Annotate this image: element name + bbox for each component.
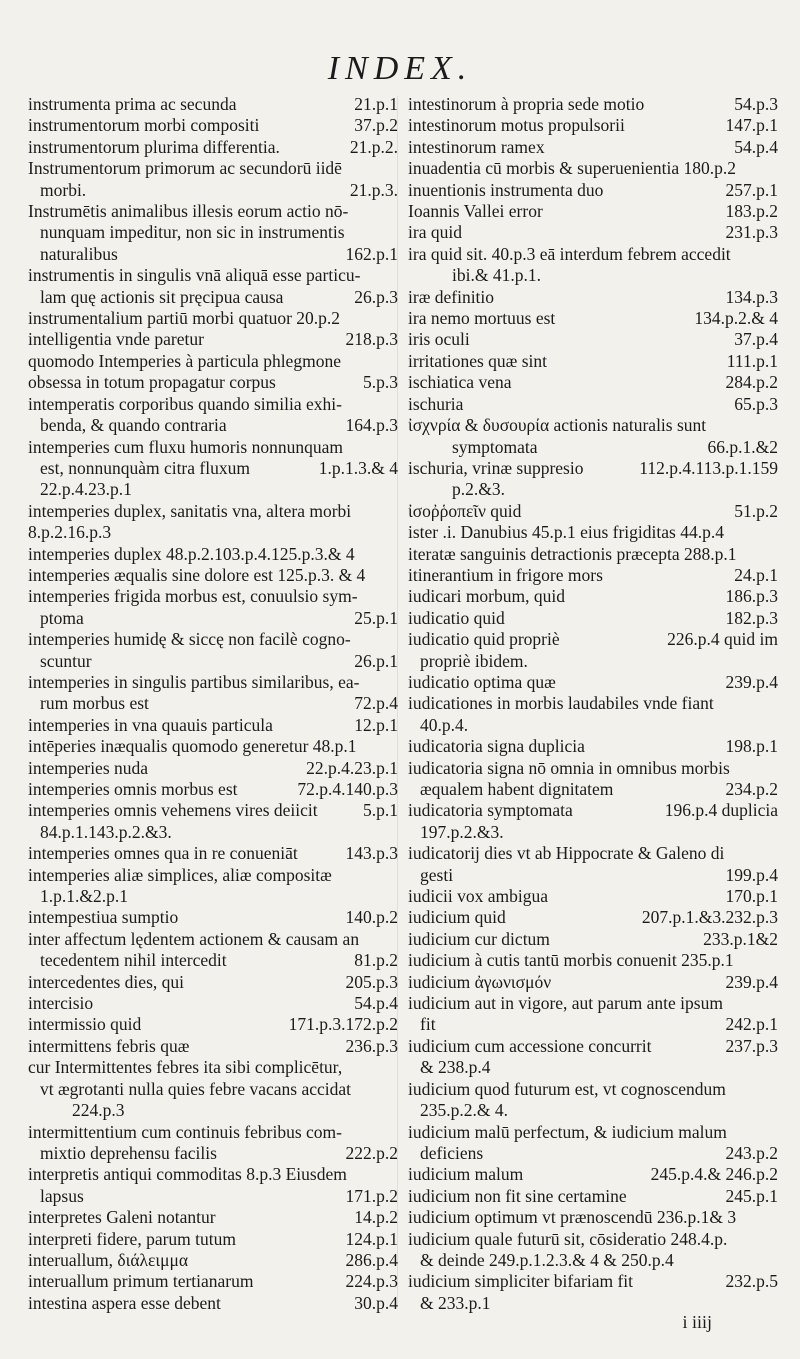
index-entry: [28, 907, 398, 928]
index-entry: [28, 715, 398, 736]
entry-text: Instrumentorum primorum ac secundorū iidē: [28, 158, 342, 179]
entry-text: iræ definitio: [408, 286, 495, 307]
page-reference: 232.p.5: [725, 1271, 778, 1292]
entry-text: ischiatica vena: [408, 372, 512, 393]
entry-text: intēperies inæqualis quomodo generetur 48.p.1: [28, 736, 357, 757]
entry-text: iudicii vox ambigua: [408, 886, 548, 907]
entry-text: iudicium non fit sine certamine: [408, 1185, 627, 1206]
index-entry: [28, 950, 398, 971]
index-entry: [28, 522, 398, 543]
entry-text: p.2.&3.: [452, 479, 505, 500]
page-reference: 224.p.3: [345, 1271, 398, 1292]
index-entry: [408, 886, 778, 907]
page-reference: 12.p.1: [354, 714, 398, 735]
entry-text: iudicium quod futurum est, vt cognoscendum: [408, 1078, 726, 1099]
entry-text: symptomata: [452, 436, 538, 457]
index-entry: [408, 1079, 778, 1100]
entry-text: & 238.p.4: [420, 1057, 491, 1078]
entry-text: vt ægrotanti nulla quies febre vacans accidat: [40, 1078, 351, 1099]
entry-text: 8.p.2.16.p.3: [28, 522, 112, 543]
index-entry: [28, 865, 398, 886]
page-reference: 245.p.1: [725, 1185, 778, 1206]
entry-text: 1.p.1.&2.p.1: [40, 886, 128, 907]
index-entry: [28, 287, 398, 308]
index-entry: [28, 972, 398, 993]
index-entry: [408, 308, 778, 329]
page-reference: 37.p.2: [354, 115, 398, 136]
index-entry: [408, 1250, 778, 1271]
entry-text: iudicium cur dictum: [408, 928, 550, 949]
entry-text: scuntur: [40, 650, 92, 671]
index-entry: [28, 1079, 398, 1100]
index-entry: [408, 158, 778, 179]
index-entry: [408, 394, 778, 415]
entry-text: inuentionis instrumenta duo: [408, 179, 604, 200]
index-entry: [408, 180, 778, 201]
index-entry: [28, 244, 398, 265]
index-entry: [408, 1036, 778, 1057]
entry-text: 40.p.4.: [420, 714, 469, 735]
entry-text: mixtio deprehensu facilis: [40, 1142, 217, 1163]
index-entry: [408, 94, 778, 115]
index-entry: [28, 779, 398, 800]
index-entry: [28, 479, 398, 500]
page-reference: 239.p.4: [725, 971, 778, 992]
entry-text: intermittens febris quæ: [28, 1035, 190, 1056]
entry-text: intemperies in singulis partibus similaribus, ea-: [28, 671, 360, 692]
page-reference: 1.p.1.3.& 4: [318, 457, 398, 478]
index-entry: [28, 843, 398, 864]
entry-text: iudicatio quid propriè: [408, 629, 560, 650]
entry-text: lapsus: [40, 1185, 84, 1206]
page-reference: 66.p.1.&2: [707, 436, 778, 457]
page-reference: 286.p.4: [345, 1249, 398, 1270]
entry-text: iudicium optimum vt prænoscendū 236.p.1& 3: [408, 1207, 737, 1228]
entry-text: interpreti fidere, parum tutum: [28, 1228, 236, 1249]
entry-text: iudicatio optima quæ: [408, 671, 556, 692]
index-entry: [28, 329, 398, 350]
entry-text: intemperatis corporibus quando similia exhi-: [28, 393, 342, 414]
page-reference: 147.p.1: [725, 115, 778, 136]
entry-text: gesti: [420, 864, 454, 885]
entry-text: intemperies æqualis sine dolore est 125.p.3. & 4: [28, 564, 366, 585]
entry-text: intemperies duplex, sanitatis vna, altera morbi: [28, 500, 352, 521]
page-title: INDEX.: [327, 50, 473, 87]
page-reference: 140.p.2: [345, 907, 398, 928]
entry-text: instrumentorum morbi compositi: [28, 115, 260, 136]
index-entry: [408, 1014, 778, 1035]
entry-text: iudicium à cutis tantū morbis conuenit 235.p.1: [408, 950, 734, 971]
page-reference: 226.p.4 quid im: [667, 629, 778, 650]
entry-text: tecedentem nihil intercedit: [40, 950, 227, 971]
page-reference: 231.p.3: [725, 222, 778, 243]
page-reference: 51.p.2: [734, 500, 778, 521]
entry-text: intempestiua sumptio: [28, 907, 179, 928]
page-reference: 198.p.1: [725, 736, 778, 757]
index-entry: [408, 1143, 778, 1164]
index-entry: [408, 1293, 778, 1314]
entry-text: intestina aspera esse debent: [28, 1292, 221, 1313]
index-column-right: [408, 94, 778, 1314]
index-entry: [408, 1186, 778, 1207]
entry-text: ἰσχνρία & δυσουρία actionis naturalis sunt: [408, 415, 707, 436]
entry-text: quomodo Intemperies à particula phlegmone: [28, 350, 341, 371]
index-entry: [408, 715, 778, 736]
entry-text: propriè ibidem.: [420, 650, 528, 671]
index-entry: [28, 351, 398, 372]
entry-text: intestinorum à propria sede motio: [408, 94, 645, 114]
index-entry: [28, 736, 398, 757]
page-reference: 236.p.3: [345, 1035, 398, 1056]
entry-text: interpretis antiqui commoditas 8.p.3 Eiusdem: [28, 1164, 347, 1185]
page-reference: 124.p.1: [345, 1228, 398, 1249]
index-entry: [28, 308, 398, 329]
index-entry: [408, 115, 778, 136]
page-reference: 21.p.2.: [349, 136, 398, 157]
entry-text: iudicium malū perfectum, & iudicium malum: [408, 1121, 727, 1142]
index-entry: [408, 800, 778, 821]
page-reference: 54.p.3: [734, 94, 778, 114]
page-reference: 81.p.2: [354, 950, 398, 971]
entry-text: rum morbus est: [40, 693, 149, 714]
page-reference: 72.p.4.140.p.3: [297, 779, 398, 799]
entry-text: iudicium ἀγωνισμόν: [408, 971, 552, 992]
index-entry: [28, 394, 398, 415]
entry-text: intercedentes dies, qui: [28, 971, 184, 992]
page-reference: 199.p.4: [725, 864, 778, 885]
page-reference: 14.p.2: [354, 1207, 398, 1228]
entry-text: instrumentalium partiū morbi quatuor 20.p.2: [28, 308, 341, 329]
index-entry: [408, 779, 778, 800]
page-reference: 196.p.4 duplicia: [664, 800, 778, 821]
index-entry: [408, 287, 778, 308]
entry-text: itinerantium in frigore mors: [408, 564, 603, 585]
index-entry: [408, 608, 778, 629]
page-reference: 186.p.3: [725, 586, 778, 607]
entry-text: iteratæ sanguinis detractionis præcepta 288.p.1: [408, 543, 737, 564]
index-entry: [28, 1122, 398, 1143]
index-entry: [408, 351, 778, 372]
page-reference: 134.p.2.& 4: [694, 308, 778, 329]
entry-text: interuallum primum tertianarum: [28, 1271, 254, 1292]
index-entry: [408, 1271, 778, 1292]
index-entry: [28, 1207, 398, 1228]
entry-text: deficiens: [420, 1142, 484, 1163]
entry-text: intemperies humidę & siccę non facilè cogno-: [28, 629, 351, 650]
page-reference: 143.p.3: [345, 843, 398, 864]
index-entry: [28, 1293, 398, 1314]
entry-text: iudicium quale futurū sit, cōsideratio 248.4.p.: [408, 1228, 728, 1249]
index-entry: [408, 265, 778, 286]
index-entry: [28, 1186, 398, 1207]
index-entry: [408, 437, 778, 458]
entry-text: 22.p.4.23.p.1: [40, 479, 132, 500]
index-entry: [408, 479, 778, 500]
entry-text: lam quę actionis sit pręcipua causa: [40, 286, 284, 307]
entry-text: intermittentium cum continuis febribus com-: [28, 1121, 342, 1142]
entry-text: ischuria, vrinæ suppresio: [408, 457, 584, 478]
page-reference: 54.p.4: [734, 136, 778, 157]
entry-text: intemperies duplex 48.p.2.103.p.4.125.p.3.& 4: [28, 543, 355, 564]
entry-text: cur Intermittentes febres ita sibi complicētur,: [28, 1057, 343, 1078]
entry-text: ibi.& 41.p.1.: [452, 265, 541, 286]
index-entry: [28, 608, 398, 629]
index-entry: [28, 1229, 398, 1250]
entry-text: fit: [420, 1014, 436, 1035]
page-reference: 171.p.2: [345, 1185, 398, 1206]
page-reference: 234.p.2: [725, 779, 778, 799]
index-entry: [408, 822, 778, 843]
index-entry: [408, 329, 778, 350]
index-entry: [408, 865, 778, 886]
index-entry: [28, 458, 398, 479]
index-entry: [28, 158, 398, 179]
entry-text: irritationes quæ sint: [408, 350, 548, 371]
index-entry: [28, 993, 398, 1014]
entry-text: ister .i. Danubius 45.p.1 eius frigiditas 44.p.4: [408, 522, 724, 543]
index-entry: [28, 415, 398, 436]
entry-text: iudicatorij dies vt ab Hippocrate & Galeno di: [408, 843, 725, 864]
index-entry: [408, 929, 778, 950]
page-reference: 243.p.2: [725, 1142, 778, 1163]
entry-text: nunquam impeditur, non sic in instrumentis: [40, 222, 345, 243]
index-entry: [28, 1057, 398, 1078]
page-reference: 257.p.1: [725, 179, 778, 200]
index-entry: [408, 672, 778, 693]
page-reference: 205.p.3: [345, 971, 398, 992]
index-entry: [408, 586, 778, 607]
index-entry: [408, 565, 778, 586]
entry-text: interuallum, διάλειμμα: [28, 1249, 189, 1270]
index-entry: [408, 522, 778, 543]
entry-text: inter affectum lędentem actionem & causam an: [28, 928, 360, 949]
index-entry: [408, 415, 778, 436]
page-reference: 65.p.3: [734, 393, 778, 414]
entry-text: iudicari morbum, quid: [408, 586, 565, 607]
index-entry: [28, 137, 398, 158]
page-reference: 182.p.3: [725, 607, 778, 628]
index-entry: [408, 843, 778, 864]
page-reference: 237.p.3: [725, 1035, 778, 1056]
index-entry: [28, 265, 398, 286]
index-entry: [408, 544, 778, 565]
entry-text: ἰσοῤῥοπεῖν quid: [408, 500, 522, 521]
index-entry: [408, 758, 778, 779]
entry-text: intestinorum motus propulsorii: [408, 115, 625, 136]
index-entry: [408, 372, 778, 393]
entry-text: intestinorum ramex: [408, 136, 545, 157]
entry-text: intermissio quid: [28, 1014, 142, 1035]
index-entry: [408, 736, 778, 757]
index-entry: [408, 907, 778, 928]
entry-text: intercisio: [28, 993, 94, 1014]
index-entry: [28, 672, 398, 693]
index-entry: [408, 950, 778, 971]
page-reference: 233.p.1&2: [703, 928, 778, 949]
entry-text: ira nemo mortuus est: [408, 308, 556, 329]
index-entry: [408, 993, 778, 1014]
entry-text: ischuria: [408, 393, 464, 414]
entry-text: iudicium quid: [408, 907, 506, 928]
page-reference: 21.p.3.: [349, 179, 398, 200]
entry-text: naturalibus: [40, 243, 118, 264]
entry-text: iris oculi: [408, 329, 470, 350]
entry-text: instrumentorum plurima differentia.: [28, 136, 280, 157]
entry-text: & 233.p.1: [420, 1292, 491, 1313]
entry-text: instrumentis in singulis vnā aliquā esse particu-: [28, 265, 361, 286]
entry-text: & deinde 249.p.1.2.3.& 4 & 250.p.4: [420, 1249, 674, 1270]
entry-text: intemperies in vna quauis particula: [28, 714, 273, 735]
index-entry: [28, 1143, 398, 1164]
entry-text: intemperies omnis vehemens vires deiicit: [28, 800, 318, 821]
page-reference: 37.p.4: [734, 329, 778, 350]
index-entry: [408, 244, 778, 265]
entry-text: iudicium malum: [408, 1164, 524, 1185]
page-reference: 239.p.4: [725, 671, 778, 692]
page-reference: 134.p.3: [725, 286, 778, 307]
index-entry: [408, 972, 778, 993]
entry-text: benda, & quando contraria: [40, 415, 227, 436]
index-entry: [28, 1014, 398, 1035]
entry-text: obsessa in totum propagatur corpus: [28, 372, 276, 393]
page-reference: 24.p.1: [734, 564, 778, 585]
page-reference: 22.p.4.23.p.1: [306, 757, 398, 778]
index-entry: [28, 372, 398, 393]
index-entry: [28, 886, 398, 907]
entry-text: Instrumētis animalibus illesis eorum actio nō-: [28, 201, 349, 222]
index-entry: [408, 222, 778, 243]
index-entry: [408, 1164, 778, 1185]
page-reference: 164.p.3: [345, 415, 398, 436]
entry-text: instrumenta prima ac secunda: [28, 94, 237, 114]
index-entry: [408, 1207, 778, 1228]
index-entry: [28, 501, 398, 522]
index-entry: [408, 693, 778, 714]
page-reference: 245.p.4.& 246.p.2: [650, 1164, 778, 1185]
index-entry: [28, 180, 398, 201]
page-reference: 72.p.4: [354, 693, 398, 714]
page-reference: 207.p.1.&3.232.p.3: [641, 907, 778, 928]
entry-text: intemperies nuda: [28, 757, 149, 778]
entry-text: ptoma: [40, 607, 84, 628]
page-reference: 171.p.3.172.p.2: [288, 1014, 398, 1035]
entry-text: iudicatoria signa nō omnia in omnibus morbis: [408, 757, 730, 778]
index-entry: [28, 544, 398, 565]
page-reference: 242.p.1: [725, 1014, 778, 1035]
index-entry: [408, 651, 778, 672]
entry-text: iudicatio quid: [408, 607, 505, 628]
entry-text: iudicatoria symptomata: [408, 800, 573, 821]
index-entry: [28, 1250, 398, 1271]
entry-text: iudicium aut in vigore, aut parum ante ipsum: [408, 993, 723, 1014]
index-entry: [28, 115, 398, 136]
index-entry: [408, 629, 778, 650]
page-reference: 54.p.4: [354, 993, 398, 1014]
page-reference: 26.p.3: [354, 286, 398, 307]
index-entry: [408, 1122, 778, 1143]
entry-text: intemperies cum fluxu humoris nonnunquam: [28, 436, 343, 457]
index-entry: [408, 501, 778, 522]
page-reference: 183.p.2: [725, 201, 778, 222]
entry-text: intemperies omnis morbus est: [28, 779, 238, 799]
entry-text: intemperies omnes qua in re conueniāt: [28, 843, 298, 864]
index-entry: [28, 822, 398, 843]
index-entry: [28, 651, 398, 672]
index-entry: [28, 1100, 398, 1121]
index-entry: [28, 758, 398, 779]
index-entry: [408, 1229, 778, 1250]
page-reference: 162.p.1: [345, 243, 398, 264]
entry-text: inuadentia cū morbis & superuenientia 180.p.2: [408, 158, 737, 179]
entry-text: ira quid sit. 40.p.3 eā interdum febrem accedit: [408, 243, 731, 264]
index-entry: [28, 586, 398, 607]
entry-text: intelligentia vnde paretur: [28, 329, 204, 350]
entry-text: interpretes Galeni notantur: [28, 1207, 216, 1228]
page-reference: 26.p.1: [354, 650, 398, 671]
index-entry: [28, 94, 398, 115]
entry-text: est, nonnunquàm citra fluxum: [40, 457, 250, 478]
index-entry: [28, 800, 398, 821]
entry-text: 235.p.2.& 4.: [420, 1100, 508, 1121]
signature-mark: i iiij: [682, 1312, 712, 1332]
index-entry: [28, 1036, 398, 1057]
page-reference: 111.p.1: [726, 350, 778, 371]
entry-text: iudicationes in morbis laudabiles vnde fiant: [408, 693, 714, 714]
entry-text: iudicatoria signa duplicia: [408, 736, 585, 757]
page-reference: 5.p.3: [363, 372, 398, 393]
index-entry: [408, 201, 778, 222]
index-entry: [28, 201, 398, 222]
entry-text: ira quid: [408, 222, 462, 243]
index-entry: [408, 1100, 778, 1121]
entry-text: intemperies aliæ simplices, aliæ compositæ: [28, 864, 332, 885]
entry-text: 224.p.3: [72, 1100, 125, 1121]
index-entry: [28, 222, 398, 243]
entry-text: intemperies frigida morbus est, conuulsio sym-: [28, 586, 358, 607]
index-entry: [28, 1271, 398, 1292]
index-entry: [408, 137, 778, 158]
page-reference: 218.p.3: [345, 329, 398, 350]
entry-text: iudicium cum accessione concurrit: [408, 1035, 652, 1056]
entry-text: æqualem habent dignitatem: [420, 779, 614, 799]
index-entry: [28, 565, 398, 586]
index-entry: [28, 437, 398, 458]
page-reference: 5.p.1: [363, 800, 398, 821]
page-reference: 112.p.4.113.p.1.159: [639, 457, 778, 478]
page-reference: 284.p.2: [725, 372, 778, 393]
page-reference: 222.p.2: [345, 1142, 398, 1163]
index-entry: [28, 629, 398, 650]
entry-text: 197.p.2.&3.: [420, 821, 504, 842]
index-entry: [28, 929, 398, 950]
page-reference: 21.p.1: [354, 94, 398, 114]
index-entry: [408, 458, 778, 479]
index-column-left: [28, 94, 398, 1314]
page-reference: 30.p.4: [354, 1292, 398, 1313]
entry-text: iudicium simpliciter bifariam fit: [408, 1271, 634, 1292]
entry-text: Ioannis Vallei error: [408, 201, 543, 222]
page-reference: 25.p.1: [354, 607, 398, 628]
index-entry: [408, 1057, 778, 1078]
index-entry: [28, 693, 398, 714]
index-entry: [28, 1164, 398, 1185]
page-reference: 170.p.1: [725, 886, 778, 907]
entry-text: morbi.: [40, 179, 87, 200]
entry-text: 84.p.1.143.p.2.&3.: [40, 821, 172, 842]
